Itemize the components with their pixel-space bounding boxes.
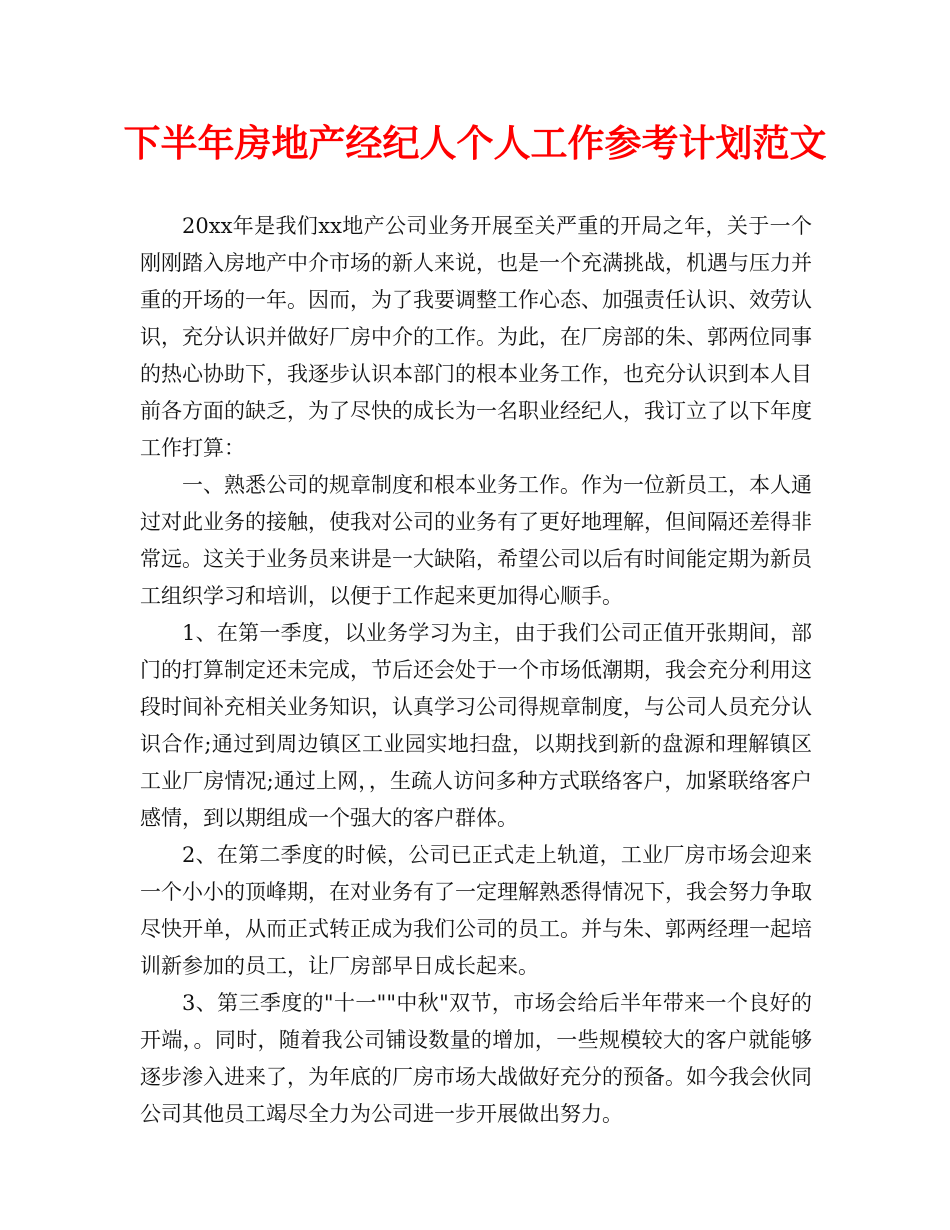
document-title: 下半年房地产经纪人个人工作参考计划范文	[123, 122, 827, 165]
paragraph-section-one: 一、熟悉公司的规章制度和根本业务工作。作为一位新员工，本人通过对此业务的接触，使我对公司的业务有了更好地理解，但间隔还差得非常远。这关于业务员来讲是一大缺陷，希望公司以后有时间能定期为新员工组织学习和培训，以便于工作起来更加得心顺手。	[140, 473, 812, 608]
paragraph-quarter-three: 3、第三季度的"十一""中秋"双节，市场会给后半年带来一个良好的开端，。同时，随着我公司铺设数量的增加，一些规模较大的客户就能够逐步渗入进来了，为年底的厂房市场大战做好充分的预备。如今我会伙同公司其他员工竭尽全力为公司进一步开展做出努力。	[140, 991, 812, 1126]
paragraph-intro: 20xx年是我们xx地产公司业务开展至关严重的开局之年，关于一个刚刚踏入房地产中介市场的新人来说，也是一个充满挑战，机遇与压力并重的开场的一年。因而，为了我要调整工作心态、加强责任认识、效劳认识，充分认识并做好厂房中介的工作。为此，在厂房部的朱、郭两位同事的热心协助下，我逐步认识本部门的根本业务工作，也充分认识到本人目前各方面的缺乏，为了尽快的成长为一名职业经纪人，我订立了以下年度工作打算：	[140, 214, 812, 460]
paragraph-quarter-one: 1、在第一季度，以业务学习为主，由于我们公司正值开张期间，部门的打算制定还未完成，节后还会处于一个市场低潮期，我会充分利用这段时间补充相关业务知识，认真学习公司得规章制度，与公司人员充分认识合作;通过到周边镇区工业园实地扫盘，以期找到新的盘源和理解镇区工业厂房情况;通过上网，，生疏人访问多种方式联络客户，加紧联络客户感情，到以期组成一个强大的客户群体。	[140, 621, 812, 830]
paragraph-quarter-two: 2、在第二季度的时候，公司已正式走上轨道，工业厂房市场会迎来一个小小的顶峰期，在对业务有了一定理解熟悉得情况下，我会努力争取尽快开单，从而正式转正成为我们公司的员工。并与朱、郭两经理一起培训新参加的员工，让厂房部早日成长起来。	[140, 843, 812, 978]
document-body	[140, 208, 812, 1133]
